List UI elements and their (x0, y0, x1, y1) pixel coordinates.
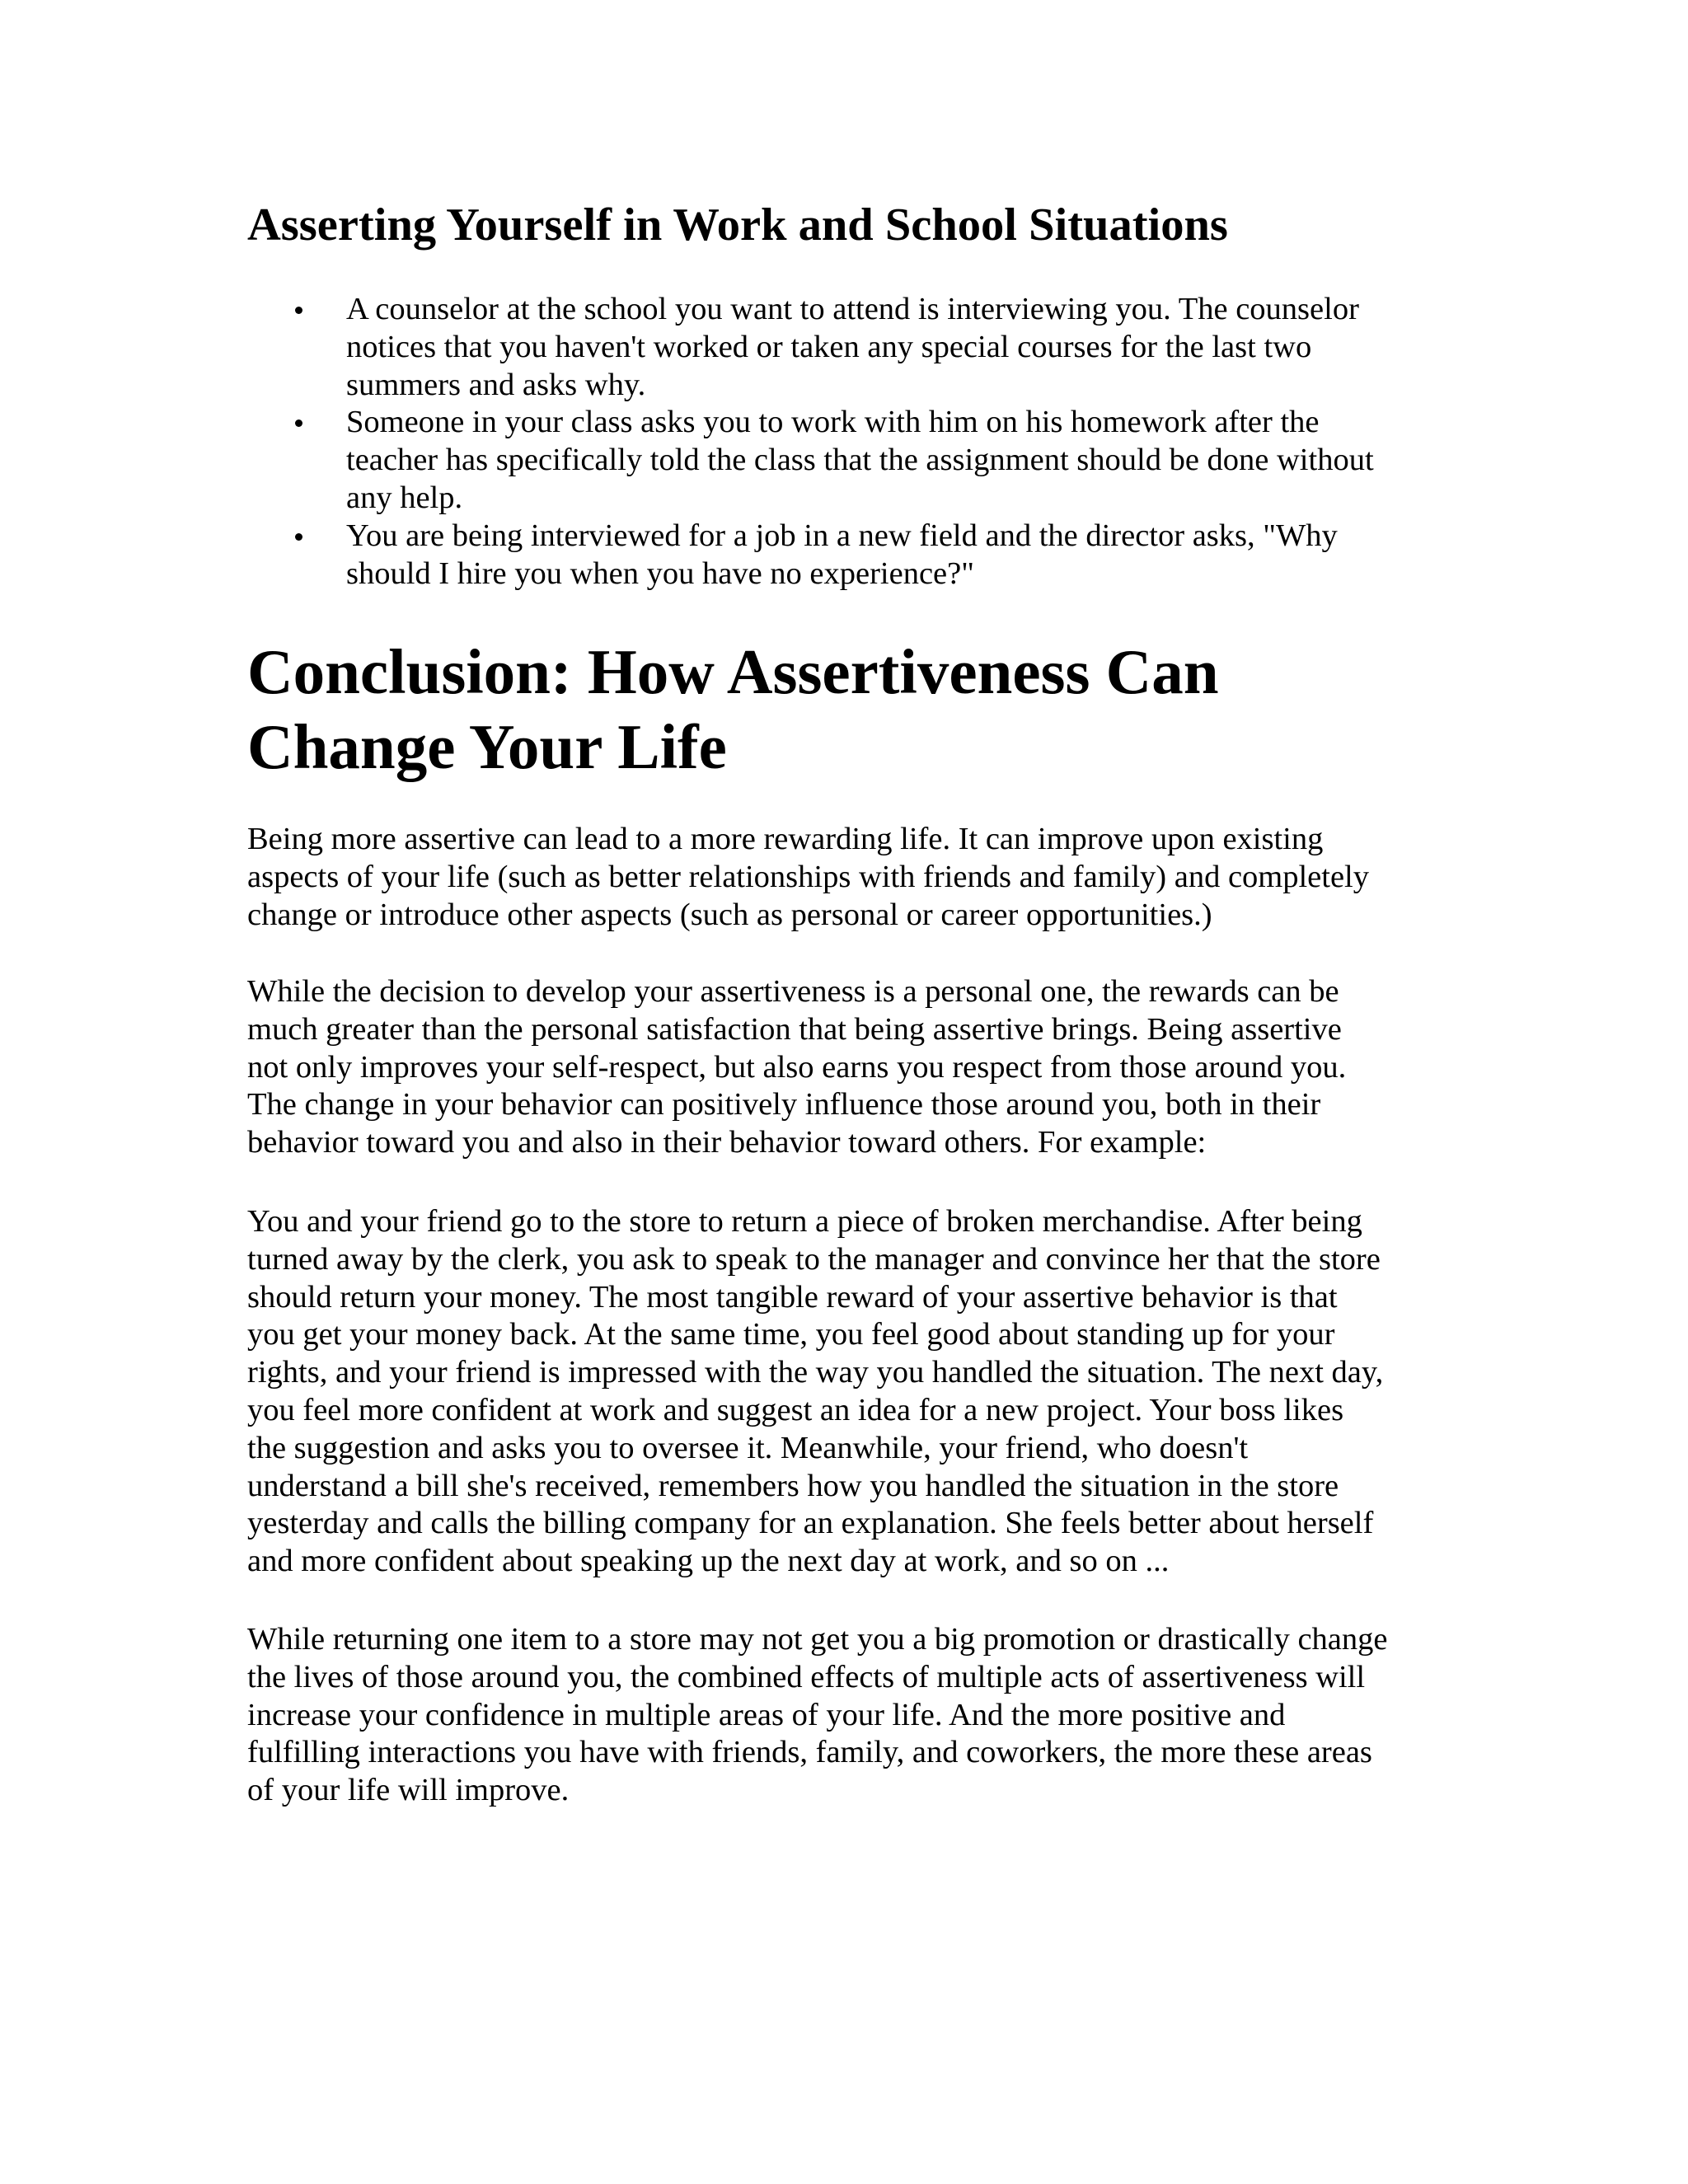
bullet-text: You are being interviewed for a job in a new field and the director asks, "Why should I hire you when you have no experience?" (346, 518, 1338, 591)
conclusion-heading: Conclusion: How Assertiveness Can Change Your Life (247, 636, 1219, 782)
bullet-icon (295, 307, 302, 314)
bullet-item (247, 518, 1451, 593)
bullet-icon (295, 419, 302, 427)
bullet-text: A counselor at the school you want to attend is interviewing you. The counselor notices that you haven't worked or taken any special courses for the last two summers and asks why. (346, 292, 1359, 402)
paragraph: You and your friend go to the store to return a piece of broken merchandise. After being turned away by the clerk, you ask to speak to the manager and convince her that the store should return your money. The most tangible reward of your assertive behavior is that you get your money back. At the same time, you feel good about standing up for your rights, and your friend is impressed with the way you handled the situation. The next day, you feel more confident at work and suggest an idea for a new project. Your boss likes the suggestion and asks you to oversee it. Meanwhile, your friend, who doesn't understand a bill she's received, remembers how you handled the situation in the store yesterday and calls the billing company for an explanation. She feels better about herself and more confident about speaking up the next day at work, and so on ... (247, 1204, 1384, 1579)
bullet-icon (295, 533, 302, 541)
paragraph: While returning one item to a store may not get you a big promotion or drastically change the lives of those around you, the combined effects of multiple acts of assertiveness will increase your confidence in multiple areas of your life. And the more positive and fulfilling interactions you have with friends, family, and coworkers, the more these areas of your life will improve. (247, 1622, 1388, 1808)
bullet-list (247, 291, 1451, 593)
paragraph: Being more assertive can lead to a more rewarding life. It can improve upon existing aspects of your life (such as better relationships with friends and family) and completely change or introduce other aspects (such as personal or career opportunities.) (247, 822, 1369, 932)
bullet-text: Someone in your class asks you to work with him on his homework after the teacher has specifically told the class that the assignment should be done without any help. (346, 405, 1374, 515)
section-heading: Asserting Yourself in Work and School Situations (247, 199, 1228, 251)
paragraph: While the decision to develop your assertiveness is a personal one, the rewards can be much greater than the personal satisfaction that being assertive brings. Being assertive not only improves your self-respect, but also earns you respect from those around you. The change in your behavior can positively influence those around you, both in their behavior toward you and also in their behavior toward others. For example: (247, 974, 1347, 1160)
bullet-item (247, 291, 1451, 404)
bullet-item (247, 404, 1451, 517)
